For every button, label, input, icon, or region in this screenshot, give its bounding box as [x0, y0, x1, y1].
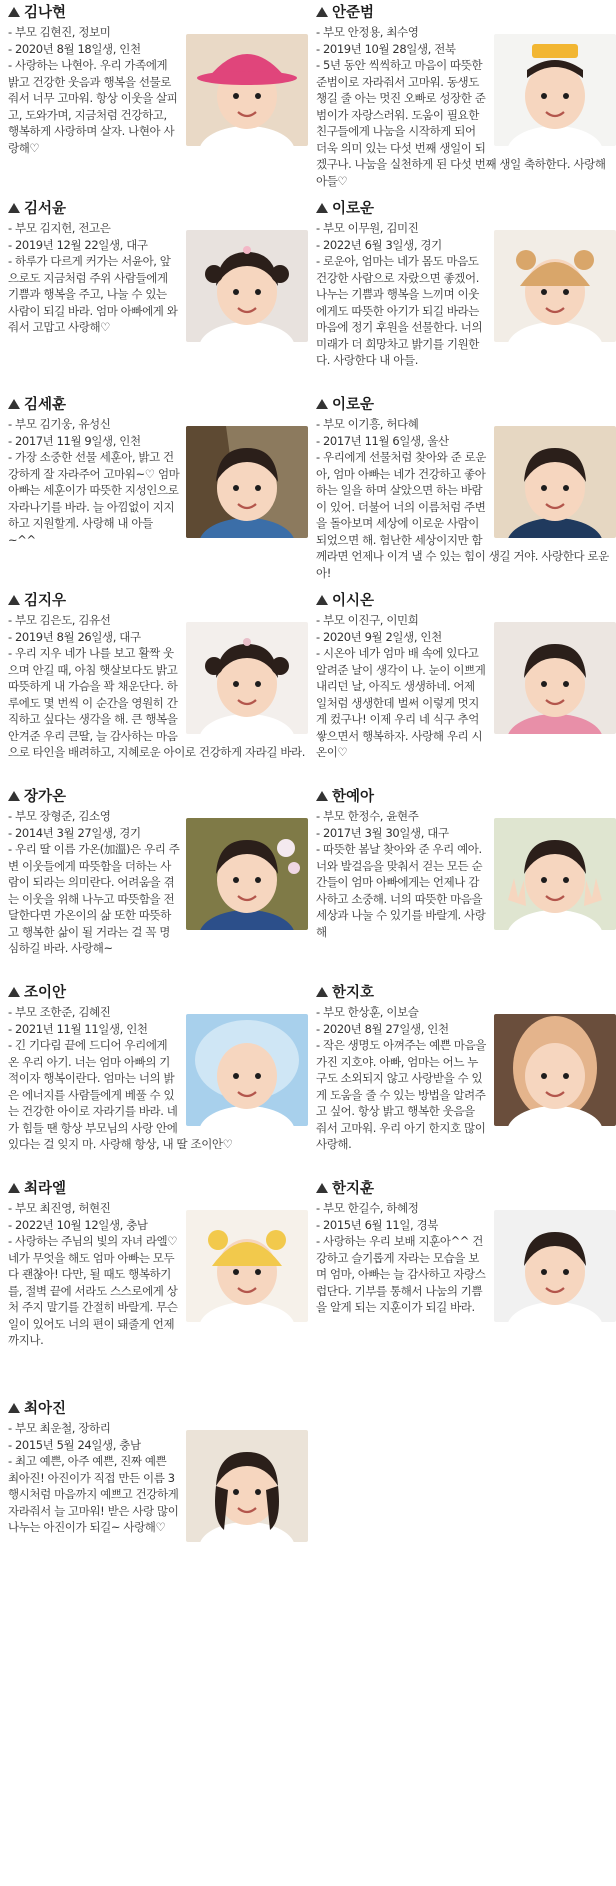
entry-message: - 우리 딸 이름 가온(加溫)은 우리 주변 이웃들에게 따뜻함을 더하는 사람이 되라는 의미란다. 어려움을 겪는 이웃을 위해 나누고 따뜻함을 전달한다면 가온이의 삶 또한 따뜻하고 행복한 삶이 될 거라는 걸 꼭 명심하길 바라. 사랑해~ — [8, 842, 180, 955]
entry-name: 한예아 — [316, 788, 616, 806]
child-portrait-icon — [186, 34, 308, 146]
triangle-bullet-icon — [316, 7, 328, 17]
entry-birth: - 2019년 12월 22일생, 대구 — [8, 237, 148, 252]
child-portrait-icon — [186, 622, 308, 734]
entry-message: - 우리 지우 네가 나를 보고 활짝 웃으며 안길 때, 아침 햇살보다도 밝고 따뜻하게 내 가슴을 꽉 채운단다. 하루에도 몇 번씩 이 순간을 영원히 간직하고 싶다는 생각을 해. 큰 행복을 안겨준 우리 큰딸, 늘 감사하는 마음으로 타인을 배려하고, 지혜로운 아이로 건강하게 자라길 바라. — [8, 646, 306, 759]
entry-kim-seoyun — [8, 200, 308, 346]
entry-parents: - 부모 장형준, 김소영 — [8, 809, 111, 823]
child-portrait-icon — [186, 818, 308, 930]
entry-name: 최라엘 — [8, 1180, 308, 1198]
entry-parents: - 부모 최운철, 장하리 — [8, 1421, 111, 1435]
entry-body — [316, 1200, 616, 1316]
entry-choi-rael — [8, 1180, 308, 1349]
triangle-bullet-icon — [8, 987, 20, 997]
child-portrait-icon — [494, 1014, 616, 1126]
triangle-bullet-icon — [316, 987, 328, 997]
child-photo — [494, 622, 616, 734]
entry-body — [316, 220, 616, 369]
entry-name: 안준범 — [316, 4, 616, 22]
entry-birth: - 2021년 11월 11일생, 인천 — [8, 1021, 148, 1036]
entry-name: 조이안 — [8, 984, 308, 1002]
entry-birth: - 2020년 8월 27일생, 인천 — [316, 1021, 449, 1036]
triangle-bullet-icon — [8, 595, 20, 605]
triangle-bullet-icon — [8, 1183, 20, 1193]
child-portrait-icon — [494, 34, 616, 146]
entry-body — [316, 612, 616, 761]
entry-name: 이로운 — [316, 200, 616, 218]
entry-body — [8, 416, 308, 548]
entry-birth: - 2020년 9월 2일생, 인천 — [316, 629, 442, 644]
entry-name: 이로운 — [316, 396, 616, 414]
entry-name: 김서윤 — [8, 200, 308, 218]
entry-parents: - 부모 최진영, 허현진 — [8, 1201, 111, 1215]
entry-birth: - 2022년 6월 3일생, 경기 — [316, 237, 442, 252]
entry-message: - 사랑하는 주님의 빛의 자녀 라엘♡ 네가 무엇을 해도 엄마 아빠는 모두 다 괜찮아! 다만, 될 때도 행복하기를, 절벽 끝에 서라도 스스로에게 상처 주지 말기를 간절히 바랄게. 무슨 일이 있어도 너의 편이 돼줄게 언제까지나. — [8, 1234, 178, 1347]
child-photo — [494, 818, 616, 930]
triangle-bullet-icon — [316, 595, 328, 605]
entry-han-jihun — [316, 1180, 616, 1326]
entry-body — [8, 1420, 308, 1536]
entry-ahn-junbeom — [316, 4, 616, 189]
entry-parents: - 부모 이기흥, 허다혜 — [316, 417, 419, 431]
entry-birth: - 2014년 3월 27일생, 경기 — [8, 825, 141, 840]
entry-body — [316, 24, 616, 189]
entry-birth: - 2019년 8월 26일생, 대구 — [8, 629, 141, 644]
triangle-bullet-icon — [316, 791, 328, 801]
entry-message: - 우리에게 선물처럼 찾아와 준 로운아, 엄마 아빠는 네가 건강하고 좋아하는 일을 하며 살았으면 하는 바람이 있어. 더불어 너의 이름처럼 주변을 돌아보며 세상에 이로운 사람이 되었으면 해. 험난한 세상이지만 함께라면 언제나 이겨 낼 수 있는 힘이 생길 거야. 사랑한다 로운아! — [316, 450, 609, 580]
entry-message: - 사랑하는 나현아. 우리 가족에게 밝고 건강한 웃음과 행복을 선물로 줘서 너무 고마워. 항상 이웃을 살피고, 도와가며, 지금처럼 건강하고, 행복하게 사랑하며 살자. 나현아 사랑해♡ — [8, 58, 178, 155]
entry-message: - 사랑하는 우리 보배 지훈아^^ 건강하고 슬기롭게 자라는 모습을 보며 엄마, 아빠는 늘 감사하고 자랑스럽단다. 기부를 통해서 나눔의 기쁨을 알게 되는 지훈이가 되길 바라. — [316, 1234, 486, 1314]
triangle-bullet-icon — [8, 1403, 20, 1413]
triangle-bullet-icon — [8, 203, 20, 213]
entry-parents: - 부모 이무원, 김미진 — [316, 221, 419, 235]
entry-birth: - 2019년 10월 28일생, 전북 — [316, 41, 456, 56]
entry-han-yea — [316, 788, 616, 940]
entry-message: - 최고 예쁜, 아주 예쁜, 진짜 예쁜 최아진! 아진이가 직접 만든 이름 3행시처럼 마음까지 예쁘고 건강하게 자라줘서 늘 고마워! 받은 사랑 많이 나누는 아진이가 되길~ 사랑해♡ — [8, 1454, 179, 1534]
entry-birth: - 2017년 11월 9일생, 인천 — [8, 433, 141, 448]
child-photo — [186, 230, 308, 342]
entry-message: - 긴 기다림 끝에 드디어 우리에게 온 우리 아기. 너는 엄마 아빠의 기적이자 행복이란다. 엄마는 너의 밝은 에너지를 사람들에게 베풀 수 있는 건강한 아이로 자라기를 바라. 네가 힘들 땐 항상 부모님의 사랑 안에 있다는 걸 잊지 마. 사랑해 항상, 내 딸 조이안♡ — [8, 1038, 233, 1151]
child-portrait-icon — [494, 426, 616, 538]
child-photo — [186, 818, 308, 930]
entry-body — [8, 24, 308, 156]
entry-birth: - 2015년 5월 24일생, 충남 — [8, 1437, 141, 1452]
entry-name: 장가온 — [8, 788, 308, 806]
entry-body — [316, 808, 616, 940]
entry-parents: - 부모 한상훈, 이보슬 — [316, 1005, 419, 1019]
entry-parents: - 부모 이진구, 이민희 — [316, 613, 419, 627]
entry-kim-jiwoo — [8, 592, 308, 761]
triangle-bullet-icon — [8, 399, 20, 409]
entry-message: - 로운아, 엄마는 네가 몸도 마음도 건강한 사람으로 자랐으면 좋겠어. 나누는 기쁨과 행복을 느끼며 이웃에게도 따뜻한 아기가 되길 바라는 마음에 정기 후원을 선물한다. 너의 미래가 더 희망차고 밝기를 기원한다. 사랑한다 내 아들. — [316, 254, 483, 367]
entry-lee-roun-1 — [316, 200, 616, 369]
entry-parents: - 부모 김현진, 정보미 — [8, 25, 111, 39]
child-portrait-icon — [186, 1430, 308, 1542]
child-photo — [186, 1430, 308, 1542]
child-photo — [494, 1014, 616, 1126]
entry-birth: - 2020년 8월 18일생, 인천 — [8, 41, 141, 56]
child-photo — [494, 1210, 616, 1322]
triangle-bullet-icon — [8, 7, 20, 17]
triangle-bullet-icon — [316, 203, 328, 213]
entry-body — [8, 1004, 308, 1153]
entry-body — [8, 220, 308, 336]
entry-birth: - 2017년 11월 6일생, 울산 — [316, 433, 449, 448]
entry-name: 한지훈 — [316, 1180, 616, 1198]
entry-body — [316, 1004, 616, 1153]
child-portrait-icon — [186, 426, 308, 538]
triangle-bullet-icon — [316, 1183, 328, 1193]
child-portrait-icon — [494, 818, 616, 930]
entry-body — [8, 808, 308, 957]
entry-message: - 하루가 다르게 커가는 서윤아, 앞으로도 지금처럼 주위 사람들에게 기쁨과 행복을 주고, 나눌 수 있는 사람이 되길 바라. 엄마 아빠에게 와줘서 고맙고 사랑해♡ — [8, 254, 178, 334]
entry-parents: - 부모 한정수, 윤현주 — [316, 809, 419, 823]
entry-parents: - 부모 김지헌, 전고은 — [8, 221, 111, 235]
child-photo — [494, 34, 616, 146]
child-portrait-icon — [186, 230, 308, 342]
entry-parents: - 부모 안정용, 최수영 — [316, 25, 419, 39]
entry-message: - 5년 동안 씩씩하고 마음이 따뜻한 준범이로 자라줘서 고마워. 동생도 챙길 줄 아는 멋진 오빠로 성장한 준범이가 자랑스러워. 도움이 필요한 친구들에게 나눔을 시작하게 되어 더욱 의미 있는 다섯 번째 생일이 되겠구나. 나눔을 실천하게 된 다섯 번째 생일 축하한다. 사랑해 아들♡ — [316, 58, 606, 188]
entry-jang-gaon — [8, 788, 308, 957]
entry-name: 이시온 — [316, 592, 616, 610]
entry-parents: - 부모 김기웅, 유성신 — [8, 417, 111, 431]
child-photo — [186, 34, 308, 146]
entry-jo-ian — [8, 984, 308, 1153]
entry-name: 김나현 — [8, 4, 308, 22]
child-photo — [494, 426, 616, 538]
child-photo — [186, 622, 308, 734]
child-photo — [494, 230, 616, 342]
entry-parents: - 부모 한길수, 하혜정 — [316, 1201, 419, 1215]
child-portrait-icon — [494, 622, 616, 734]
child-photo — [186, 1210, 308, 1322]
child-photo — [186, 426, 308, 538]
child-portrait-icon — [186, 1014, 308, 1126]
entry-kim-sehun — [8, 396, 308, 548]
entry-message: - 따뜻한 봄날 찾아와 준 우리 예아. 너와 발걸음을 맞춰서 걷는 모든 순간들이 엄마 아빠에게는 언제나 감사하고 소중해. 너의 따뜻한 마음을 세상과 나눌 수 있기를 바랄게. 사랑해 — [316, 842, 486, 939]
child-portrait-icon — [494, 1210, 616, 1322]
entry-name: 김지우 — [8, 592, 308, 610]
entry-han-jiho — [316, 984, 616, 1153]
entry-body — [316, 416, 616, 581]
entry-lee-roun-2 — [316, 396, 616, 581]
entry-message: - 작은 생명도 아껴주는 예쁜 마음을 가진 지호야. 아빠, 엄마는 어느 누구도 소외되지 않고 사랑받을 수 있게 도움을 줄 수 있는 방법을 알려주고 싶어. 항상 밝고 행복한 웃음을 줘서 고마워. 우리 아기 한지호 많이 사랑해. — [316, 1038, 486, 1151]
entry-name: 최아진 — [8, 1400, 308, 1418]
child-portrait-icon — [186, 1210, 308, 1322]
entry-name: 김세훈 — [8, 396, 308, 414]
entry-parents: - 부모 조한준, 김혜진 — [8, 1005, 111, 1019]
entry-name: 한지호 — [316, 984, 616, 1002]
child-photo — [186, 1014, 308, 1126]
entry-birth: - 2017년 3월 30일생, 대구 — [316, 825, 449, 840]
entry-body — [8, 612, 308, 761]
entry-birth: - 2022년 10월 12일생, 충남 — [8, 1217, 148, 1232]
triangle-bullet-icon — [316, 399, 328, 409]
entry-birth: - 2015년 6월 11일, 경북 — [316, 1217, 438, 1232]
child-portrait-icon — [494, 230, 616, 342]
entry-body — [8, 1200, 308, 1349]
entry-choi-ajin — [8, 1400, 308, 1546]
entry-parents: - 부모 김은도, 김유선 — [8, 613, 111, 627]
triangle-bullet-icon — [8, 791, 20, 801]
entry-message: - 가장 소중한 선물 세훈아, 밝고 건강하게 잘 자라주어 고마워~♡ 엄마 아빠는 세훈이가 따뜻한 지성인으로 자라나기를 바라. 늘 아낌없이 지지하고 지원할게. 사랑해 내 아들~^^ — [8, 450, 180, 547]
entry-lee-sion — [316, 592, 616, 761]
entry-message: - 시온아 네가 엄마 배 속에 있다고 알려준 날이 생각이 나. 눈이 이쁘게 내리던 날, 아직도 생생하네. 어제 일처럼 생생한데 벌써 이렇게 멋지게 컸구나! 이제 우리 네 식구 추억 쌓으면서 행복하자. 사랑해 우리 시온이♡ — [316, 646, 486, 759]
entry-kim-nahyun — [8, 4, 308, 156]
